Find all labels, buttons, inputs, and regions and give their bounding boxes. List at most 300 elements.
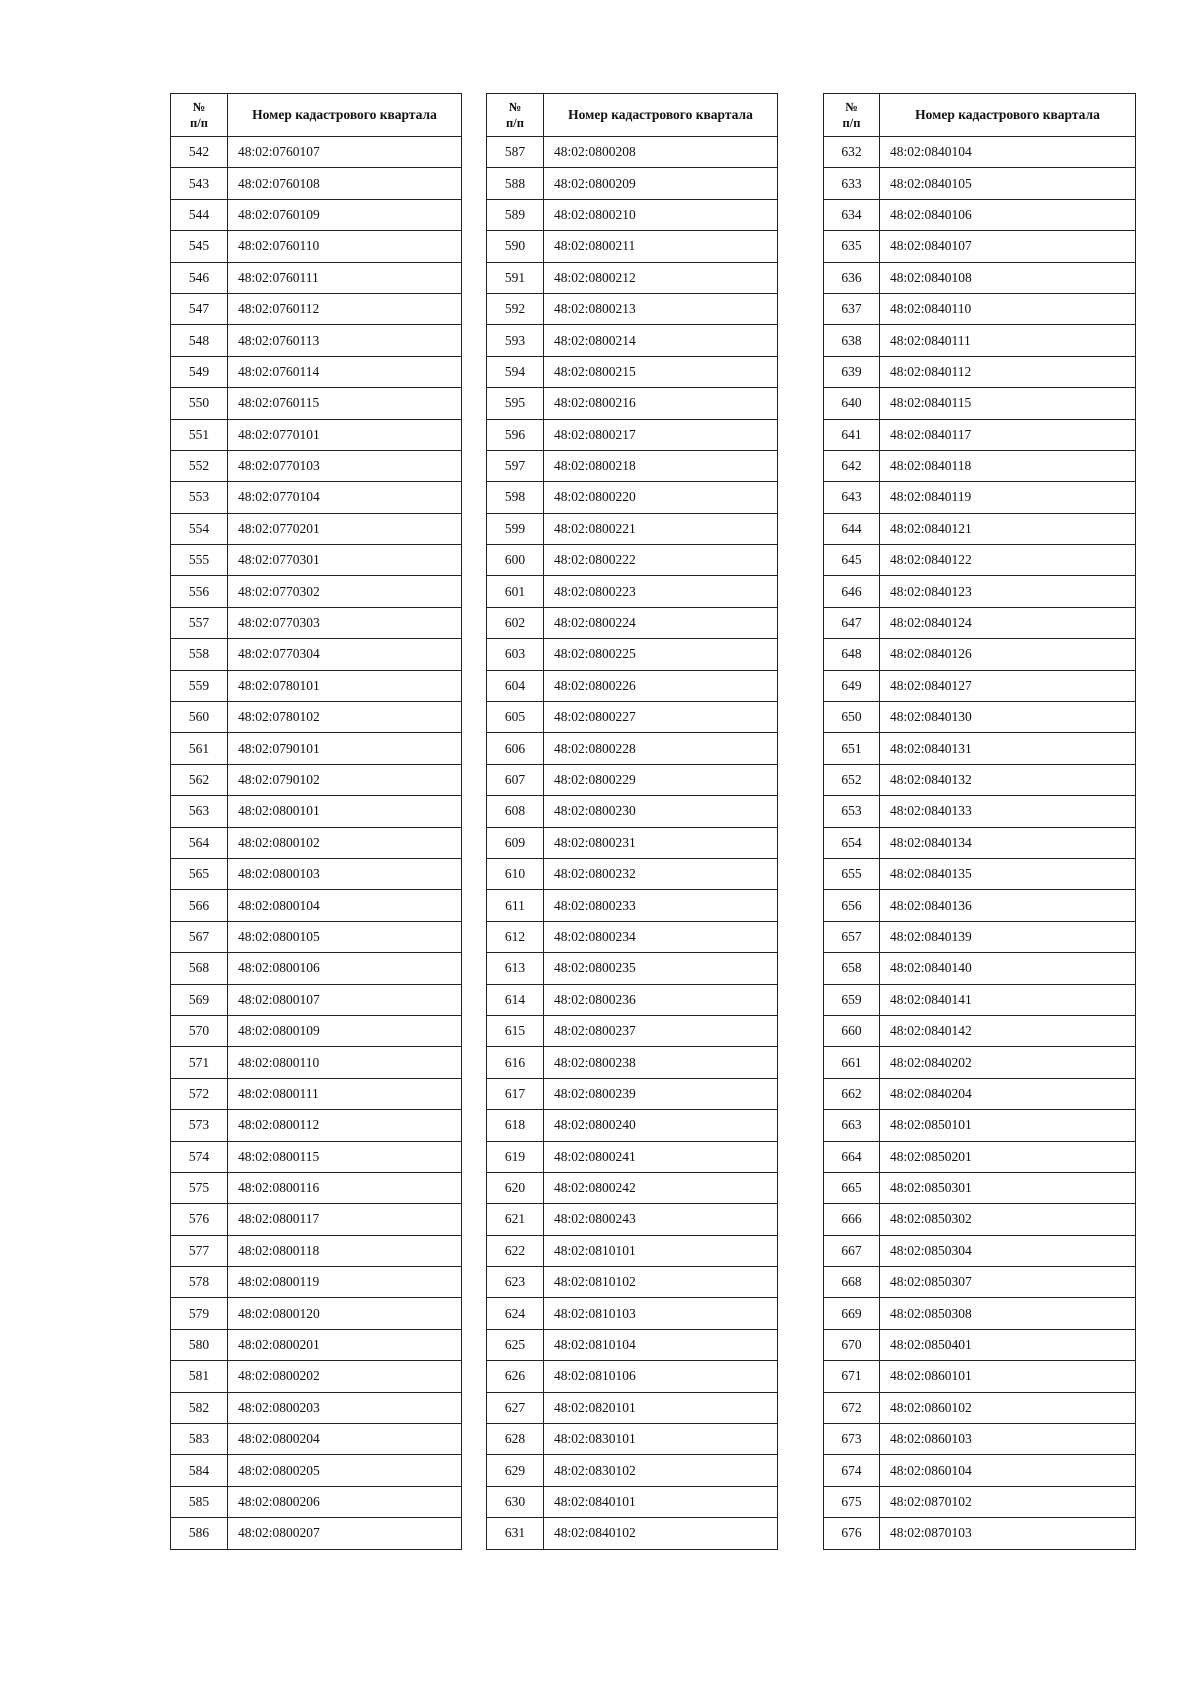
row-number: 611: [487, 890, 544, 921]
row-number: 573: [171, 1110, 228, 1141]
cadastral-number: 48:02:0840102: [544, 1518, 778, 1549]
row-number: 627: [487, 1392, 544, 1423]
row-number: 622: [487, 1235, 544, 1266]
cadastral-number: 48:02:0840140: [880, 953, 1136, 984]
cadastral-number: 48:02:0770104: [228, 482, 462, 513]
cadastral-number: 48:02:0770201: [228, 513, 462, 544]
table-row: [824, 1141, 1136, 1172]
table-row: [487, 921, 778, 952]
row-number: 569: [171, 984, 228, 1015]
table-row: [824, 1361, 1136, 1392]
table-row: [487, 199, 778, 230]
cadastral-number: 48:02:0800215: [544, 356, 778, 387]
table-row: [171, 1110, 462, 1141]
cadastral-number: 48:02:0800223: [544, 576, 778, 607]
cadastral-number: 48:02:0800230: [544, 796, 778, 827]
cadastral-number: 48:02:0800217: [544, 419, 778, 450]
row-number: 591: [487, 262, 544, 293]
table-row: [824, 827, 1136, 858]
cadastral-number: 48:02:0760108: [228, 168, 462, 199]
row-number: 552: [171, 450, 228, 481]
cadastral-number: 48:02:0870103: [880, 1518, 1136, 1549]
row-number: 676: [824, 1518, 880, 1549]
row-number: 657: [824, 921, 880, 952]
cadastral-number: 48:02:0760113: [228, 325, 462, 356]
row-number: 586: [171, 1518, 228, 1549]
table-row: [824, 325, 1136, 356]
row-number: 648: [824, 639, 880, 670]
cadastral-number: 48:02:0800106: [228, 953, 462, 984]
row-number: 587: [487, 137, 544, 168]
cadastral-number: 48:02:0800109: [228, 1015, 462, 1046]
row-number: 637: [824, 293, 880, 324]
table-row: [824, 953, 1136, 984]
table-row: [487, 984, 778, 1015]
row-number: 669: [824, 1298, 880, 1329]
cadastral-number: 48:02:0840204: [880, 1078, 1136, 1109]
table-row: [487, 764, 778, 795]
row-number: 643: [824, 482, 880, 513]
cadastral-number: 48:02:0840110: [880, 293, 1136, 324]
cadastral-number: 48:02:0800240: [544, 1110, 778, 1141]
cadastral-number: 48:02:0840202: [880, 1047, 1136, 1078]
cadastral-number: 48:02:0800228: [544, 733, 778, 764]
header-cadastral-number: Номер кадастрового квартала: [228, 94, 462, 137]
cadastral-number: 48:02:0840101: [544, 1486, 778, 1517]
cadastral-number: 48:02:0800204: [228, 1424, 462, 1455]
table-row: [487, 702, 778, 733]
table-row: [171, 1486, 462, 1517]
cadastral-number: 48:02:0800102: [228, 827, 462, 858]
row-number: 671: [824, 1361, 880, 1392]
cadastral-number: 48:02:0840107: [880, 231, 1136, 262]
table-row: [171, 953, 462, 984]
row-number: 664: [824, 1141, 880, 1172]
row-number: 659: [824, 984, 880, 1015]
cadastral-number: 48:02:0850101: [880, 1110, 1136, 1141]
row-number: 553: [171, 482, 228, 513]
table-row: [487, 890, 778, 921]
table-row: [487, 1047, 778, 1078]
table-row: [171, 199, 462, 230]
table-row: [824, 733, 1136, 764]
table-row: [824, 168, 1136, 199]
cadastral-number: 48:02:0760109: [228, 199, 462, 230]
cadastral-number: 48:02:0860103: [880, 1424, 1136, 1455]
row-number: 605: [487, 702, 544, 733]
row-number: 624: [487, 1298, 544, 1329]
cadastral-number: 48:02:0840119: [880, 482, 1136, 513]
cadastral-number: 48:02:0800119: [228, 1267, 462, 1298]
row-number: 598: [487, 482, 544, 513]
cadastral-number: 48:02:0800226: [544, 670, 778, 701]
cadastral-number: 48:02:0850307: [880, 1267, 1136, 1298]
table-row: [487, 670, 778, 701]
cadastral-number: 48:02:0770101: [228, 419, 462, 450]
table-header-row: [171, 94, 462, 137]
cadastral-number: 48:02:0780101: [228, 670, 462, 701]
cadastral-number: 48:02:0800210: [544, 199, 778, 230]
table-row: [171, 702, 462, 733]
table-row: [487, 1172, 778, 1203]
cadastral-table-2: [486, 93, 778, 1550]
cadastral-number: 48:02:0840130: [880, 702, 1136, 733]
cadastral-number: 48:02:0790102: [228, 764, 462, 795]
table-row: [824, 858, 1136, 889]
table-row: [824, 1267, 1136, 1298]
header-row-number: № п/п: [824, 94, 880, 137]
row-number: 550: [171, 388, 228, 419]
row-number: 600: [487, 545, 544, 576]
cadastral-number: 48:02:0850304: [880, 1235, 1136, 1266]
cadastral-number: 48:02:0860102: [880, 1392, 1136, 1423]
table-row: [487, 356, 778, 387]
table-row: [171, 921, 462, 952]
cadastral-number: 48:02:0830102: [544, 1455, 778, 1486]
table-row: [487, 1267, 778, 1298]
row-number: 602: [487, 607, 544, 638]
row-number: 547: [171, 293, 228, 324]
cadastral-number: 48:02:0810104: [544, 1329, 778, 1360]
row-number: 577: [171, 1235, 228, 1266]
cadastral-number: 48:02:0770301: [228, 545, 462, 576]
table-row: [487, 796, 778, 827]
row-number: 665: [824, 1172, 880, 1203]
row-number: 583: [171, 1424, 228, 1455]
cadastral-number: 48:02:0840131: [880, 733, 1136, 764]
row-number: 641: [824, 419, 880, 450]
table-row: [487, 1392, 778, 1423]
table-row: [171, 513, 462, 544]
table-row: [171, 419, 462, 450]
table-row: [824, 607, 1136, 638]
row-number: 576: [171, 1204, 228, 1235]
table-row: [824, 1486, 1136, 1517]
row-number: 589: [487, 199, 544, 230]
table-row: [171, 293, 462, 324]
row-number: 661: [824, 1047, 880, 1078]
row-number: 636: [824, 262, 880, 293]
cadastral-number: 48:02:0800220: [544, 482, 778, 513]
table-row: [824, 1518, 1136, 1549]
row-number: 670: [824, 1329, 880, 1360]
table-row: [171, 1047, 462, 1078]
table-row: [171, 356, 462, 387]
table-row: [487, 325, 778, 356]
cadastral-number: 48:02:0800218: [544, 450, 778, 481]
row-number: 562: [171, 764, 228, 795]
row-number: 660: [824, 1015, 880, 1046]
cadastral-number: 48:02:0810101: [544, 1235, 778, 1266]
table-row: [487, 858, 778, 889]
cadastral-number: 48:02:0770302: [228, 576, 462, 607]
row-number: 649: [824, 670, 880, 701]
row-number: 644: [824, 513, 880, 544]
row-number: 544: [171, 199, 228, 230]
table-row: [171, 890, 462, 921]
cadastral-number: 48:02:0800233: [544, 890, 778, 921]
row-number: 555: [171, 545, 228, 576]
cadastral-number: 48:02:0800101: [228, 796, 462, 827]
table-row: [487, 1329, 778, 1360]
row-number: 558: [171, 639, 228, 670]
table-row: [824, 450, 1136, 481]
table-row: [171, 325, 462, 356]
row-number: 613: [487, 953, 544, 984]
table-row: [824, 1298, 1136, 1329]
row-number: 628: [487, 1424, 544, 1455]
row-number: 616: [487, 1047, 544, 1078]
table-row: [824, 639, 1136, 670]
cadastral-number: 48:02:0800238: [544, 1047, 778, 1078]
row-number: 673: [824, 1424, 880, 1455]
cadastral-number: 48:02:0860104: [880, 1455, 1136, 1486]
row-number: 662: [824, 1078, 880, 1109]
table-row: [171, 576, 462, 607]
row-number: 631: [487, 1518, 544, 1549]
row-number: 623: [487, 1267, 544, 1298]
row-number: 639: [824, 356, 880, 387]
row-number: 674: [824, 1455, 880, 1486]
cadastral-number: 48:02:0840127: [880, 670, 1136, 701]
row-number: 566: [171, 890, 228, 921]
table-row: [487, 168, 778, 199]
table-row: [824, 576, 1136, 607]
cadastral-number: 48:02:0840122: [880, 545, 1136, 576]
row-number: 570: [171, 1015, 228, 1046]
table-row: [171, 1455, 462, 1486]
table-header-row: [487, 94, 778, 137]
cadastral-number: 48:02:0850302: [880, 1204, 1136, 1235]
table-row: [824, 1329, 1136, 1360]
row-number: 658: [824, 953, 880, 984]
cadastral-number: 48:02:0800208: [544, 137, 778, 168]
table-row: [824, 1204, 1136, 1235]
table-row: [824, 1392, 1136, 1423]
cadastral-number: 48:02:0800206: [228, 1486, 462, 1517]
table-row: [171, 388, 462, 419]
row-number: 632: [824, 137, 880, 168]
row-number: 548: [171, 325, 228, 356]
cadastral-number: 48:02:0760112: [228, 293, 462, 324]
table-row: [487, 388, 778, 419]
cadastral-number: 48:02:0800214: [544, 325, 778, 356]
row-number: 542: [171, 137, 228, 168]
row-number: 579: [171, 1298, 228, 1329]
table-row: [171, 764, 462, 795]
cadastral-number: 48:02:0840105: [880, 168, 1136, 199]
table-row: [487, 1424, 778, 1455]
table-row: [487, 1078, 778, 1109]
row-number: 603: [487, 639, 544, 670]
row-number: 572: [171, 1078, 228, 1109]
row-number: 630: [487, 1486, 544, 1517]
cadastral-number: 48:02:0800231: [544, 827, 778, 858]
table-row: [487, 827, 778, 858]
table-row: [824, 702, 1136, 733]
cadastral-number: 48:02:0800120: [228, 1298, 462, 1329]
table-row: [171, 137, 462, 168]
cadastral-number: 48:02:0800229: [544, 764, 778, 795]
cadastral-number: 48:02:0800221: [544, 513, 778, 544]
row-number: 574: [171, 1141, 228, 1172]
row-number: 638: [824, 325, 880, 356]
cadastral-number: 48:02:0800115: [228, 1141, 462, 1172]
table-row: [487, 1235, 778, 1266]
cadastral-number: 48:02:0800117: [228, 1204, 462, 1235]
cadastral-number: 48:02:0840139: [880, 921, 1136, 952]
table-row: [171, 450, 462, 481]
row-number: 607: [487, 764, 544, 795]
row-number: 559: [171, 670, 228, 701]
table-row: [824, 231, 1136, 262]
cadastral-number: 48:02:0830101: [544, 1424, 778, 1455]
cadastral-number: 48:02:0850201: [880, 1141, 1136, 1172]
row-number: 590: [487, 231, 544, 262]
row-number: 581: [171, 1361, 228, 1392]
row-number: 609: [487, 827, 544, 858]
table-row: [171, 1204, 462, 1235]
row-number: 645: [824, 545, 880, 576]
table-row: [824, 199, 1136, 230]
cadastral-number: 48:02:0760110: [228, 231, 462, 262]
cadastral-number: 48:02:0840133: [880, 796, 1136, 827]
table-row: [824, 545, 1136, 576]
cadastral-table-1: [170, 93, 462, 1550]
row-number: 585: [171, 1486, 228, 1517]
cadastral-number: 48:02:0800236: [544, 984, 778, 1015]
cadastral-number: 48:02:0840136: [880, 890, 1136, 921]
table-row: [824, 1235, 1136, 1266]
row-number: 642: [824, 450, 880, 481]
cadastral-number: 48:02:0810106: [544, 1361, 778, 1392]
table-row: [171, 796, 462, 827]
cadastral-number: 48:02:0800211: [544, 231, 778, 262]
cadastral-number: 48:02:0800205: [228, 1455, 462, 1486]
table-row: [487, 482, 778, 513]
row-number: 672: [824, 1392, 880, 1423]
row-number: 646: [824, 576, 880, 607]
cadastral-number: 48:02:0770304: [228, 639, 462, 670]
cadastral-number: 48:02:0800227: [544, 702, 778, 733]
cadastral-number: 48:02:0840126: [880, 639, 1136, 670]
cadastral-number: 48:02:0800209: [544, 168, 778, 199]
cadastral-number: 48:02:0840121: [880, 513, 1136, 544]
cadastral-number: 48:02:0800107: [228, 984, 462, 1015]
cadastral-number: 48:02:0800232: [544, 858, 778, 889]
header-cadastral-number: Номер кадастрового квартала: [544, 94, 778, 137]
cadastral-number: 48:02:0800203: [228, 1392, 462, 1423]
cadastral-number: 48:02:0870102: [880, 1486, 1136, 1517]
table-row: [824, 293, 1136, 324]
table-row: [824, 356, 1136, 387]
cadastral-number: 48:02:0800235: [544, 953, 778, 984]
cadastral-number: 48:02:0800105: [228, 921, 462, 952]
cadastral-number: 48:02:0800222: [544, 545, 778, 576]
table-row: [824, 419, 1136, 450]
cadastral-number: 48:02:0800207: [228, 1518, 462, 1549]
table-row: [171, 168, 462, 199]
row-number: 582: [171, 1392, 228, 1423]
table-row: [171, 1235, 462, 1266]
row-number: 543: [171, 168, 228, 199]
table-row: [171, 670, 462, 701]
table-row: [487, 1361, 778, 1392]
table-row: [171, 1329, 462, 1360]
table-row: [171, 984, 462, 1015]
table-row: [487, 513, 778, 544]
row-number: 568: [171, 953, 228, 984]
table-row: [824, 388, 1136, 419]
table-row: [824, 1047, 1136, 1078]
row-number: 640: [824, 388, 880, 419]
table-row: [171, 1392, 462, 1423]
cadastral-number: 48:02:0790101: [228, 733, 462, 764]
table-row: [171, 858, 462, 889]
cadastral-number: 48:02:0840111: [880, 325, 1136, 356]
table-row: [487, 639, 778, 670]
cadastral-number: 48:02:0800212: [544, 262, 778, 293]
table-row: [824, 984, 1136, 1015]
row-number: 610: [487, 858, 544, 889]
cadastral-number: 48:02:0840124: [880, 607, 1136, 638]
row-number: 634: [824, 199, 880, 230]
row-number: 666: [824, 1204, 880, 1235]
header-row-number: № п/п: [487, 94, 544, 137]
cadastral-number: 48:02:0800237: [544, 1015, 778, 1046]
cadastral-number: 48:02:0840108: [880, 262, 1136, 293]
row-number: 571: [171, 1047, 228, 1078]
row-number: 593: [487, 325, 544, 356]
row-number: 606: [487, 733, 544, 764]
row-number: 601: [487, 576, 544, 607]
cadastral-number: 48:02:0840134: [880, 827, 1136, 858]
table-row: [487, 1518, 778, 1549]
row-number: 567: [171, 921, 228, 952]
row-number: 654: [824, 827, 880, 858]
row-number: 575: [171, 1172, 228, 1203]
header-row-number: № п/п: [171, 94, 228, 137]
row-number: 667: [824, 1235, 880, 1266]
table-row: [824, 890, 1136, 921]
cadastral-number: 48:02:0770103: [228, 450, 462, 481]
cadastral-number: 48:02:0800224: [544, 607, 778, 638]
table-row: [171, 1141, 462, 1172]
cadastral-number: 48:02:0840142: [880, 1015, 1136, 1046]
cadastral-number: 48:02:0800112: [228, 1110, 462, 1141]
table-row: [824, 796, 1136, 827]
table-row: [487, 1015, 778, 1046]
table-row: [171, 1078, 462, 1109]
row-number: 545: [171, 231, 228, 262]
row-number: 663: [824, 1110, 880, 1141]
table-row: [171, 1518, 462, 1549]
cadastral-number: 48:02:0780102: [228, 702, 462, 733]
table-row: [487, 576, 778, 607]
cadastral-number: 48:02:0800104: [228, 890, 462, 921]
table-row: [487, 1455, 778, 1486]
row-number: 561: [171, 733, 228, 764]
cadastral-number: 48:02:0800111: [228, 1078, 462, 1109]
row-number: 580: [171, 1329, 228, 1360]
cadastral-number: 48:02:0840104: [880, 137, 1136, 168]
cadastral-number: 48:02:0800110: [228, 1047, 462, 1078]
cadastral-number: 48:02:0800234: [544, 921, 778, 952]
table-row: [487, 1298, 778, 1329]
row-number: 564: [171, 827, 228, 858]
table-row: [171, 639, 462, 670]
row-number: 595: [487, 388, 544, 419]
